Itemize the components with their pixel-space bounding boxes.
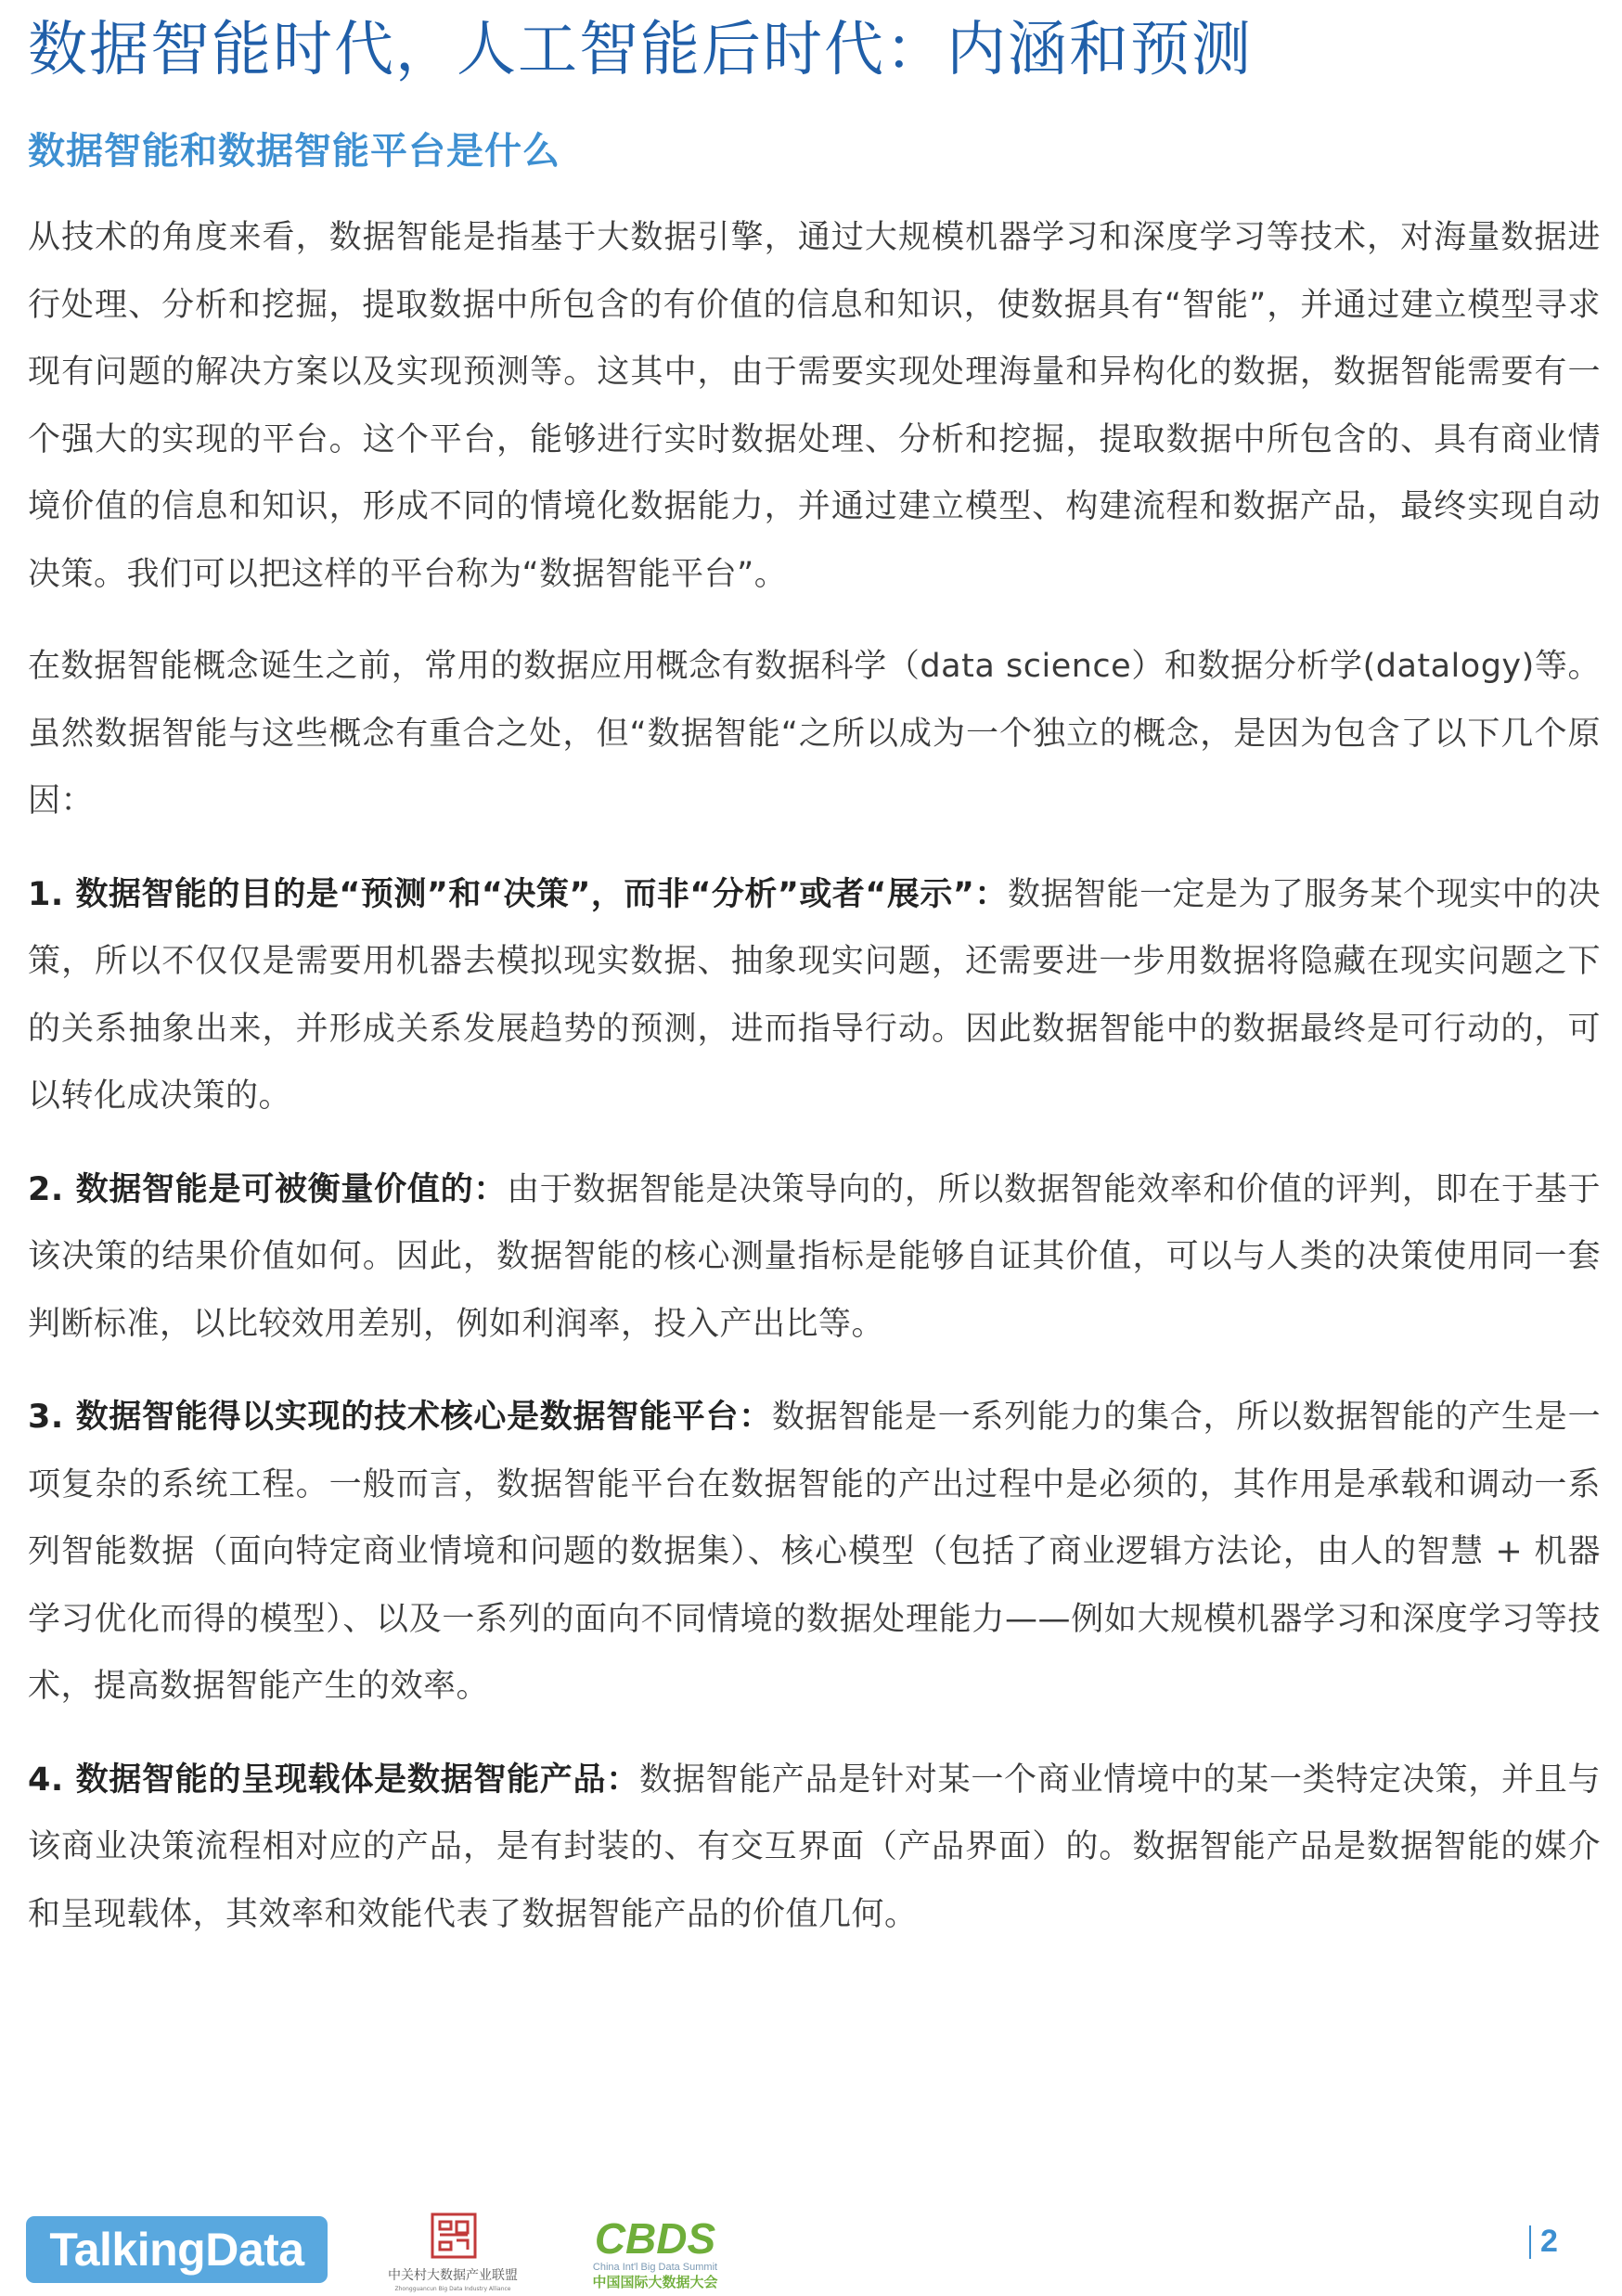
zgc-logo-en: Zhongguancun Big Data Industry Alliance (394, 2286, 511, 2292)
cbds-logo-mark: CBDS (594, 2214, 716, 2263)
cbds-logo (572, 2209, 739, 2296)
point-text-1: 数据智能一定是为了服务某个现实中的决策，所以不仅仅是需要用机器去模拟现实数据、抽象现实问题，还需要进一步用数据将隐藏在现实问题之下的关系抽象出来，并形成关系发展趋势的预测，进而指导行动。因此数据智能中的数据最终是可行动的，可以转化成决策的。 (28, 875, 1601, 1115)
point-paragraph-2 (28, 1156, 1601, 1359)
point-paragraph-1 (28, 861, 1601, 1130)
cbds-logo-en: China Int'l Big Data Summit (592, 2262, 718, 2273)
talkingdata-logo: TalkingData (26, 2216, 328, 2283)
page-footer (0, 2209, 1622, 2296)
document-page (28, 0, 1601, 1948)
context-paragraph: 在数据智能概念诞生之前，常用的数据应用概念有数据科学（data science）和数据分析学(datalogy)等。虽然数据智能与这些概念有重合之处，但“数据智能“之所以成为一个独立的概念，是因为包含了以下几个原因： (28, 648, 1601, 819)
point-text-3: 数据智能是一系列能力的集合，所以数据智能的产生是一项复杂的系统工程。一般而言，数据智能平台在数据智能的产出过程中是必须的，其作用是承载和调动一系列智能数据（面向特定商业情境和问题的数据集）、核心模型（包括了商业逻辑方法论，由人的智慧 + 机器学习优化而得的模型）、以及一系列的面向不同情境的数据处理能力——例如大规模机器学习和深度学习等技术，提高数据智能产生的效率。 (28, 1399, 1601, 1705)
intro-paragraph: 从技术的角度来看，数据智能是指基于大数据引擎，通过大规模机器学习和深度学习等技术，对海量数据进行处理、分析和挖掘，提取数据中所包含的有价值的信息和知识，使数据具有“智能”，并通过建立模型寻求现有问题的解决方案以及实现预测等。这其中，由于需要实现处理海量和异构化的数据，数据智能需要有一个强大的实现的平台。这个平台，能够进行实时数据处理、分析和挖掘，提取数据中所包含的、具有商业情境价值的信息和知识，形成不同的情境化数据能力，并通过建立模型、构建流程和数据产品，最终实现自动决策。我们可以把这样的平台称为“数据智能平台”。 (28, 219, 1601, 593)
section-heading: 数据智能和数据智能平台是什么 (28, 130, 560, 173)
point-lead-3: 3. 数据智能得以实现的技术核心是数据智能平台： (28, 1399, 772, 1436)
page-number: 2 (1540, 2224, 1558, 2259)
point-lead-1: 1. 数据智能的目的是“预测”和“决策”，而非“分析”或者“展示”： (28, 875, 1008, 913)
zgc-seal-icon (432, 2214, 475, 2257)
point-paragraph-4 (28, 1747, 1601, 1949)
point-lead-4: 4. 数据智能的呈现载体是数据智能产品： (28, 1761, 639, 1799)
zgc-logo-text: 中关村大数据产业联盟 (388, 2268, 518, 2283)
point-text-2: 由于数据智能是决策导向的，所以数据智能效率和价值的评判，即在于基于该决策的结果价值如何。因此，数据智能的核心测量指标是能够自证其价值，可以与人类的决策使用同一套判断标准，以比较效用差别，例如利润率，投入产出比等。 (28, 1170, 1601, 1343)
cbds-logo-cn: 中国国际大数据大会 (592, 2274, 718, 2290)
page-title: 数据智能时代，人工智能后时代：内涵和预测 (28, 16, 1253, 84)
zgc-alliance-logo (360, 2209, 546, 2294)
point-paragraph-3 (28, 1384, 1601, 1721)
point-lead-2: 2. 数据智能是可被衡量价值的： (28, 1170, 508, 1208)
page-number-divider (1529, 2225, 1531, 2259)
point-text-4: 数据智能产品是针对某一个商业情境中的某一类特定决策，并且与该商业决策流程相对应的产品，是有封装的、有交互界面（产品界面）的。数据智能产品是数据智能的媒介和呈现载体，其效率和效能代表了数据智能产品的价值几何。 (28, 1761, 1601, 1933)
